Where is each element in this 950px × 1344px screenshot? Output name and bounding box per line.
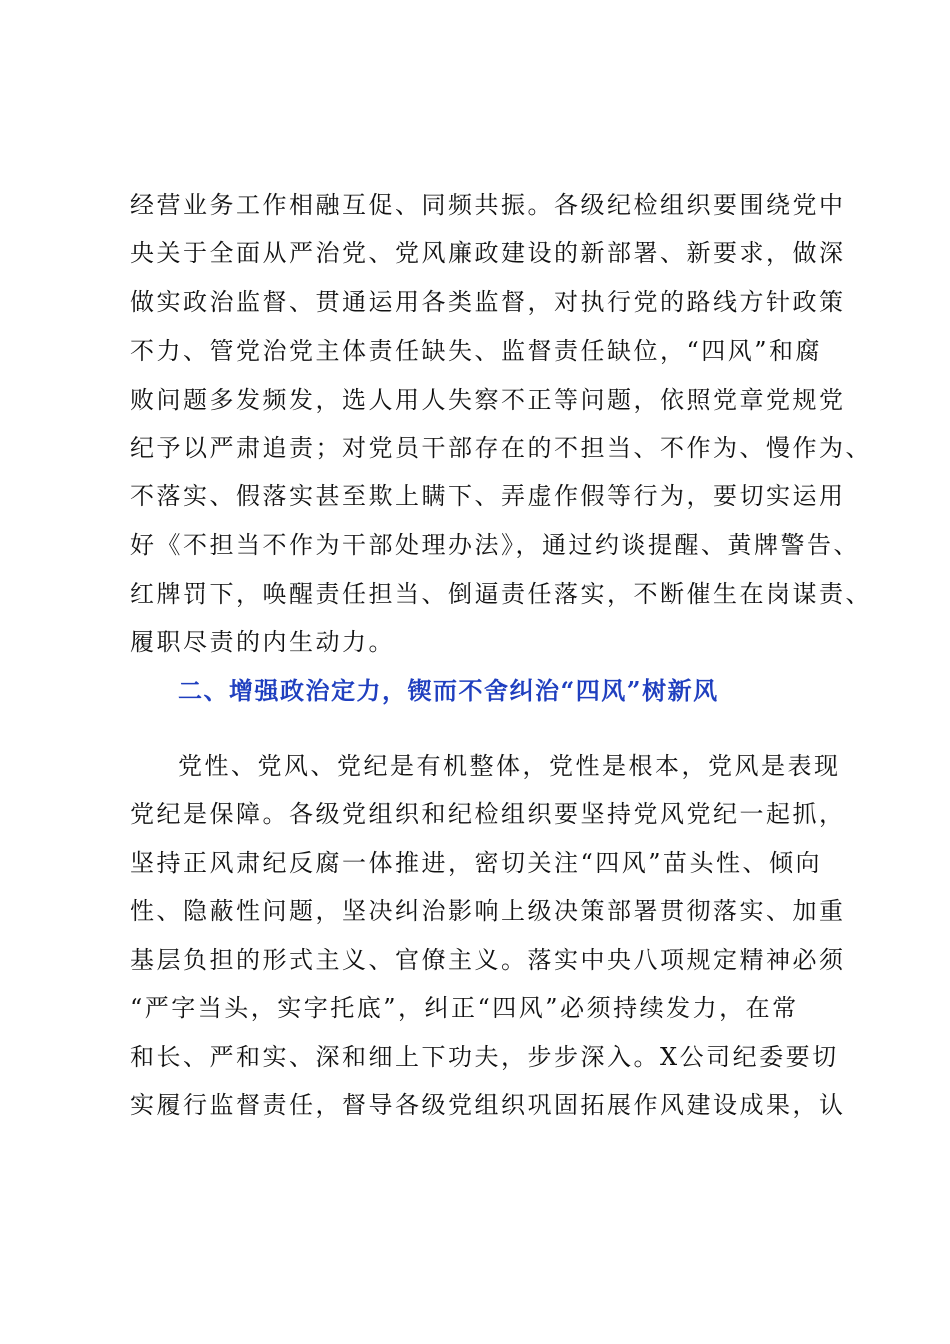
paragraph-line: 党纪是保障。各级党组织和纪检组织要坚持党风党纪一起抓， <box>130 800 846 828</box>
paragraph-line: 好《不担当不作为干部处理办法》，通过约谈提醒、黄牌警告、 <box>130 531 860 559</box>
paragraph-line: 基层负担的形式主义、官僚主义。落实中央八项规定精神必须 <box>130 946 846 974</box>
paragraph-line: 和长、严和实、深和细上下功夫，步步深入。X公司纪委要切 <box>130 1043 839 1071</box>
section-heading: 二、增强政治定力，锲而不舍纠治“四风”树新风 <box>178 676 719 705</box>
paragraph-line: “严字当头，实字托底”，纠正“四风”必须持续发力，在常 <box>130 994 799 1022</box>
paragraph-line: 履职尽责的内生动力。 <box>130 628 395 656</box>
paragraph-line: 败问题多发频发，选人用人失察不正等问题，依照党章党规党 <box>130 386 846 414</box>
paragraph-line: 性、隐蔽性问题，坚决纠治影响上级决策部署贯彻落实、加重 <box>130 897 846 925</box>
paragraph-line: 党性、党风、党纪是有机整体，党性是根本，党风是表现 <box>178 752 841 780</box>
paragraph-line: 坚持正风肃纪反腐一体推进，密切关注“四风”苗头性、倾向 <box>130 849 823 877</box>
paragraph-line: 央关于全面从严治党、党风廉政建设的新部署、新要求，做深 <box>130 239 846 267</box>
paragraph-line: 不落实、假落实甚至欺上瞒下、弄虚作假等行为，要切实运用 <box>130 482 846 510</box>
paragraph-line: 不力、管党治党主体责任缺失、监督责任缺位，“四风”和腐 <box>130 337 823 365</box>
paragraph-line: 红牌罚下，唤醒责任担当、倒逼责任落实，不断催生在岗谋责、 <box>130 580 872 608</box>
paragraph-line: 做实政治监督、贯通运用各类监督，对执行党的路线方针政策 <box>130 288 846 316</box>
paragraph-line: 实履行监督责任，督导各级党组织巩固拓展作风建设成果，认 <box>130 1091 846 1119</box>
paragraph-line: 纪予以严肃追责；对党员干部存在的不担当、不作为、慢作为、 <box>130 434 872 462</box>
paragraph-line: 经营业务工作相融互促、同频共振。各级纪检组织要围绕党中 <box>130 191 846 219</box>
